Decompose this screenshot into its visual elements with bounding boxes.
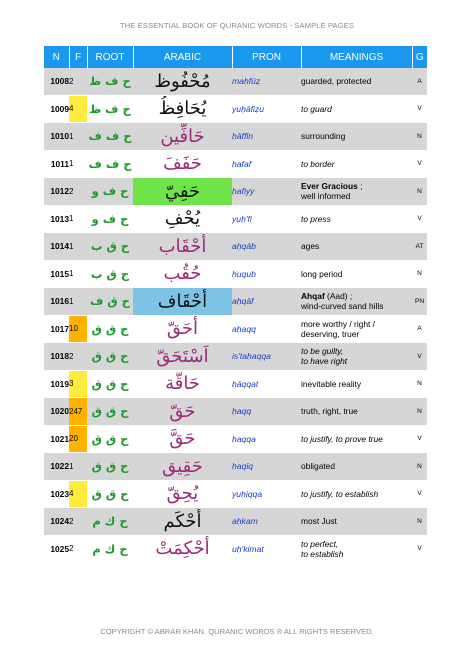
word-meaning — [301, 453, 412, 481]
arabic-word: حَافِّين — [160, 125, 205, 147]
word-root: ح ك م — [87, 508, 133, 536]
word-meaning — [301, 150, 412, 178]
table-row — [44, 398, 427, 426]
word-frequency: 2 — [69, 178, 87, 206]
word-root: ح ف ظ — [87, 68, 133, 95]
arabic-word: أُحْكِمَتْ — [155, 538, 210, 560]
col-header-root: ROOT — [87, 46, 133, 68]
arabic-cell-highlighted — [133, 178, 232, 206]
word-meaning — [301, 288, 412, 316]
word-frequency: 4 — [69, 95, 87, 123]
word-number: 1015 — [44, 260, 69, 288]
word-grammar: V — [412, 205, 427, 233]
word-pronunciation: aḥaqq — [232, 315, 301, 343]
arabic-cell — [133, 453, 232, 481]
arabic-cell-highlighted — [133, 288, 232, 316]
table-row — [44, 95, 427, 123]
col-header-pronunciation: PRON — [232, 46, 301, 68]
word-frequency: 1 — [69, 233, 87, 261]
table-row — [44, 123, 427, 151]
arabic-cell — [133, 398, 232, 426]
table-row — [44, 233, 427, 261]
word-frequency: 2 — [69, 343, 87, 371]
word-frequency: 1 — [69, 205, 87, 233]
word-number: 1013 — [44, 205, 69, 233]
word-meaning — [301, 398, 412, 426]
word-grammar: N — [412, 508, 427, 536]
arabic-word: يُحْفِ — [164, 208, 201, 230]
col-header-grammar: G — [412, 46, 427, 68]
word-root: ح ف ف — [87, 123, 133, 151]
word-root: ح ق ب — [87, 233, 133, 261]
word-number: 1025 — [44, 535, 69, 563]
meaning-text-line2: well informed — [301, 191, 351, 202]
word-root: ح ك م — [87, 535, 133, 563]
word-frequency: 1 — [69, 453, 87, 481]
word-grammar: N — [412, 123, 427, 151]
arabic-cell — [133, 233, 232, 261]
word-meaning — [301, 260, 412, 288]
word-frequency: 2 — [69, 508, 87, 536]
word-number: 1011 — [44, 150, 69, 178]
meaning-text: to perfect, — [301, 538, 339, 549]
arabic-cell — [133, 480, 232, 508]
arabic-cell — [133, 123, 232, 151]
arabic-word: حَفَفَ — [163, 153, 202, 175]
table-row — [44, 178, 427, 206]
word-root: ح ق ف — [87, 288, 133, 316]
word-root: ح ف و — [87, 178, 133, 206]
meaning-text-line2: to establish — [301, 548, 344, 559]
word-root: ح ق ق — [87, 425, 133, 453]
arabic-word: أَحْقَاف — [157, 290, 208, 312]
word-pronunciation: ḥāffīn — [232, 123, 301, 151]
word-meaning — [301, 68, 412, 95]
table-row — [44, 68, 427, 95]
col-header-meanings: MEANINGS — [301, 46, 412, 68]
arabic-word: حَقّ — [169, 400, 196, 422]
word-pronunciation: uḥ'kimat — [232, 535, 301, 563]
meaning-text-line2: to have right — [301, 356, 348, 367]
meaning-text: surrounding — [301, 131, 346, 142]
meaning-text: to border — [301, 158, 335, 169]
word-meaning — [301, 343, 412, 371]
word-pronunciation: aḥkam — [232, 508, 301, 536]
word-pronunciation: ḥuqub — [232, 260, 301, 288]
word-root: ح ق ب — [87, 260, 133, 288]
word-frequency: 1 — [69, 123, 87, 151]
word-number: 1024 — [44, 508, 69, 536]
page-header: THE ESSENTIAL BOOK OF QURANIC WORDS - SAMPLE PAGES — [119, 21, 355, 30]
word-grammar: V — [412, 535, 427, 563]
word-meaning — [301, 425, 412, 453]
meaning-text: guarded, protected — [301, 76, 372, 87]
table-row — [44, 343, 427, 371]
word-pronunciation: yuḥ'fi — [232, 205, 301, 233]
meaning-text: to guard — [301, 103, 332, 114]
word-number: 1014 — [44, 233, 69, 261]
arabic-word: حَفِيّ — [164, 180, 201, 202]
word-pronunciation: aḥqāb — [232, 233, 301, 261]
word-meaning — [301, 233, 412, 261]
word-number: 1016 — [44, 288, 69, 316]
table-row — [44, 535, 427, 563]
word-pronunciation: ḥafaf — [232, 150, 301, 178]
word-root: ح ق ق — [87, 343, 133, 371]
word-number: 1008 — [44, 68, 69, 95]
meaning-text-line2: deserving, truer — [301, 328, 360, 339]
meaning-text-line2: wind-curved sand hills — [301, 301, 384, 312]
table-row — [44, 260, 427, 288]
arabic-cell — [133, 95, 232, 123]
word-root: ح ق ق — [87, 398, 133, 426]
word-grammar: N — [412, 260, 427, 288]
col-header-number: N — [44, 46, 69, 68]
word-root: ح ف ظ — [87, 95, 133, 123]
word-grammar: V — [412, 425, 427, 453]
arabic-word: حَقِيق — [162, 455, 203, 477]
meaning-text: to justify, to establish — [301, 488, 379, 499]
word-pronunciation: yuḥiqqa — [232, 480, 301, 508]
word-pronunciation: ḥaqq — [232, 398, 301, 426]
word-meaning — [301, 535, 412, 563]
word-frequency: 3 — [69, 370, 87, 398]
word-frequency: 247 — [69, 398, 87, 426]
word-root: ح ق ق — [87, 453, 133, 481]
arabic-cell — [133, 315, 232, 343]
word-number: 1023 — [44, 480, 69, 508]
table-row — [44, 425, 427, 453]
meaning-text: ages — [301, 241, 320, 252]
word-frequency: 1 — [69, 260, 87, 288]
word-pronunciation: ḥāqqat — [232, 370, 301, 398]
word-root: ح ف ف — [87, 150, 133, 178]
meaning-text-rest: ; — [357, 181, 363, 192]
table-row — [44, 453, 427, 481]
table-row — [44, 288, 427, 316]
arabic-word: أَحْكَم — [163, 510, 202, 532]
arabic-cell — [133, 425, 232, 453]
word-pronunciation: ḥafiyy — [232, 178, 301, 206]
word-grammar: PN — [412, 288, 427, 316]
meaning-text: more worthy / right / — [301, 318, 376, 329]
word-number: 1022 — [44, 453, 69, 481]
word-number: 1010 — [44, 123, 69, 151]
meaning-text: obligated — [301, 461, 335, 472]
word-number: 1009 — [44, 95, 69, 123]
arabic-word: حَاقَّة — [165, 373, 200, 395]
word-grammar: N — [412, 370, 427, 398]
word-grammar: A — [412, 315, 427, 343]
arabic-cell — [133, 150, 232, 178]
word-number: 1012 — [44, 178, 69, 206]
meaning-text-rest: (Aad) ; — [324, 291, 353, 302]
table-row — [44, 508, 427, 536]
word-frequency: 10 — [69, 315, 87, 343]
arabic-cell — [133, 508, 232, 536]
word-meaning — [301, 95, 412, 123]
word-frequency: 2 — [69, 535, 87, 563]
word-frequency: 2 — [69, 68, 87, 95]
meaning-text: truth, right, true — [301, 406, 358, 417]
arabic-cell — [133, 370, 232, 398]
word-frequency: 4 — [69, 480, 87, 508]
table-row — [44, 315, 427, 343]
word-frequency: 1 — [69, 288, 87, 316]
word-meaning — [301, 370, 412, 398]
word-meaning — [301, 205, 412, 233]
arabic-cell — [133, 535, 232, 563]
col-header-arabic: ARABIC — [133, 46, 232, 68]
word-meaning — [301, 178, 412, 206]
word-pronunciation: maḥfūẓ — [232, 68, 301, 95]
word-pronunciation: aḥqāf — [232, 288, 301, 316]
arabic-cell — [133, 343, 232, 371]
meaning-text: to be guilty, — [301, 346, 344, 357]
table-header-row — [44, 46, 427, 68]
word-grammar: AT — [412, 233, 427, 261]
word-grammar: N — [412, 453, 427, 481]
word-meaning — [301, 508, 412, 536]
arabic-cell — [133, 68, 232, 95]
word-grammar: V — [412, 480, 427, 508]
quranic-words-table — [44, 46, 427, 563]
meaning-text: long period — [301, 268, 343, 279]
table-row — [44, 370, 427, 398]
arabic-word: حَقَّ — [169, 428, 196, 450]
arabic-word: مُحْفُوظ — [154, 70, 211, 92]
word-root: ح ق ق — [87, 315, 133, 343]
word-pronunciation: yuḥāfiẓu — [232, 95, 301, 123]
word-pronunciation: ḥaqqa — [232, 425, 301, 453]
meaning-text: inevitable reality — [301, 378, 362, 389]
meaning-text: to justify, to prove true — [301, 433, 383, 444]
word-grammar: N — [412, 178, 427, 206]
word-frequency: 20 — [69, 425, 87, 453]
word-number: 1017 — [44, 315, 69, 343]
arabic-word: حُقُب — [163, 263, 202, 285]
word-grammar: A — [412, 68, 427, 95]
arabic-word: أَحَقّ — [166, 318, 199, 340]
word-grammar: V — [412, 343, 427, 371]
word-number: 1021 — [44, 425, 69, 453]
arabic-word: أَحْقَاب — [158, 235, 207, 257]
word-root: ح ف و — [87, 205, 133, 233]
meaning-text: most Just — [301, 516, 337, 527]
arabic-cell — [133, 260, 232, 288]
meaning-text: to press — [301, 213, 331, 224]
arabic-word: يُحَافِظُ — [158, 98, 207, 120]
table-row — [44, 205, 427, 233]
meaning-text: Ever Gracious — [301, 181, 358, 192]
word-grammar: V — [412, 150, 427, 178]
word-root: ح ق ق — [87, 370, 133, 398]
word-grammar: N — [412, 398, 427, 426]
word-number: 1020 — [44, 398, 69, 426]
word-root: ح ق ق — [87, 480, 133, 508]
table-row — [44, 480, 427, 508]
word-meaning — [301, 480, 412, 508]
word-pronunciation: is'taḥaqqa — [232, 343, 301, 371]
meaning-text: Ahqaf — [301, 291, 325, 302]
word-pronunciation: ḥaqīq — [232, 453, 301, 481]
col-header-frequency: F — [69, 46, 87, 68]
table-row — [44, 150, 427, 178]
arabic-word: اَسْتَحَقّ — [156, 345, 209, 367]
word-meaning — [301, 315, 412, 343]
arabic-word: يُحِقّ — [166, 483, 199, 505]
page-footer: COPYRIGHT © ABRAR KHAN. QURANIC WORDS ® ALL RIGHTS RESERVED. — [100, 627, 374, 636]
word-meaning — [301, 123, 412, 151]
word-frequency: 1 — [69, 150, 87, 178]
word-grammar: V — [412, 95, 427, 123]
word-number: 1019 — [44, 370, 69, 398]
word-number: 1018 — [44, 343, 69, 371]
arabic-cell — [133, 205, 232, 233]
